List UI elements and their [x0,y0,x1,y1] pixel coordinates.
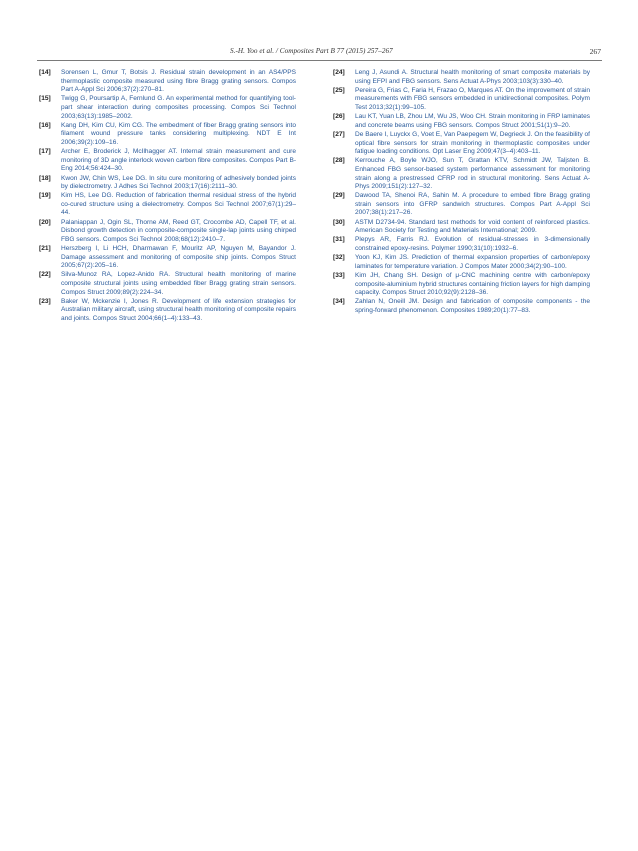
reference-item [333,192,590,218]
reference-number: [24] [333,69,345,76]
reference-item [333,157,590,191]
reference-item [333,113,590,130]
reference-item [39,271,296,297]
reference-number: [30] [333,218,345,226]
reference-link[interactable]: Kang DH, Kim CU, Kim CG. The embedment of fiber Bragg grating sensors into filament wound pressure tanks considering multiplexing. NDT E Int 2006;39(2):109–16. [61,121,296,146]
reference-item [333,236,590,253]
reference-link[interactable]: Kim JH, Chang SH. Design of μ-CNC machining centre with carbon/epoxy composite-aluminium hybrid structures containing friction layers for high damping capacity. Compos Struct 2010;92(9):2128–36. [355,272,590,297]
reference-number: [18] [39,174,51,182]
reference-link[interactable]: Pereira G, Frias C, Faria H, Frazao O, Marques AT. On the improvement of strain measurements with FBG sensors embedded in unidirectional composites. Polym Test 2013;32(1):99–105. [355,86,590,111]
reference-number: [21] [39,245,51,253]
reference-link[interactable]: Leng J, Asundi A. Structural health monitoring of smart composite materials by using EFPI and FBG sensors. Sens Actuat A-Phys 2003;103(3):330–40. [355,69,590,85]
reference-item [39,95,296,121]
reference-number: [14] [39,69,51,76]
reference-number: [27] [333,130,345,138]
reference-item [333,69,590,86]
reference-item [39,175,296,192]
reference-number: [33] [333,272,345,279]
reference-link[interactable]: Twigg G, Poursartip A, Fernlund G. An experimental method for quantifying tool-part shear interaction during composites processing. Compos Sci Technol 2003;63(13):1985–2002. [61,95,296,120]
reference-number: [31] [333,236,345,244]
reference-link[interactable]: Archer E, Broderick J, McIlhagger AT. Internal strain measurement and cure monitoring of 3D angle interlock woven carbon fibre composites. Compos Part B-Eng 2014;56:424–30. [61,148,296,173]
reference-link[interactable]: Palaniappan J, Ogin SL, Thorne AM, Reed GT, Crocombe AD, Capell TF, et al. Disbond growth detection in composite-composite single-lap joints using chirped FBG sensors. Compos Sci Technol 2008;68(12):2410–7. [61,218,296,243]
header-rule [37,60,602,61]
reference-link[interactable]: Kwon JW, Chin WS, Lee DG. In situ cure monitoring of adhesively bonded joints by dielectrometry. J Adhes Sci Technol 2003;17(16):2111–30. [61,174,296,191]
reference-link[interactable]: Kim HS, Lee DG. Reduction of fabrication thermal residual stress of the hybrid co-cured structure using a dielectrometry. Compos Sci Technol 2007;67(1):29–44. [61,192,296,217]
reference-number: [16] [39,121,51,129]
reference-number: [34] [333,298,345,306]
reference-link[interactable]: Baker W, Mckenzie I, Jones R. Development of life extension strategies for Australian military aircraft, using structural health monitoring of composite repairs and joints. Compos Struct 2004;66(1–4):133–43. [61,297,296,322]
reference-link[interactable]: Silva-Munoz RA, Lopez-Anido RA. Structural health monitoring of marine composite structural joints using embedded fiber Bragg grating strain sensors. Compos Struct 2009;89(2):224–34. [61,271,296,296]
references-left-column [39,69,296,324]
reference-item [333,131,590,157]
reference-link[interactable]: Lau KT, Yuan LB, Zhou LM, Wu JS, Woo CH. Strain monitoring in FRP laminates and concrete beams using FBG sensors. Compos Struct 2001;51(1):9–20. [355,113,590,129]
reference-item [333,272,590,298]
reference-item [333,298,590,315]
reference-number: [22] [39,271,51,279]
reference-link[interactable]: De Baere I, Luyckx G, Voet E, Van Paepegem W, Degrieck J. On the feasibility of optical fibre sensors for strain monitoring in thermoplastic composites under fatigue loading conditions. Opt Laser Eng 2009;47(3–4):403–11. [355,130,590,156]
reference-number: [29] [333,192,345,200]
reference-link[interactable]: Plepys AR, Farris RJ. Evolution of residual-stresses in 3-dimensionally constrained epoxy-resins. Polymer 1990;31(10):1932–6. [355,236,590,253]
reference-number: [19] [39,192,51,200]
reference-number: [32] [333,254,345,262]
reference-item [39,245,296,271]
reference-link[interactable]: Sorensen L, Gmur T, Botsis J. Residual strain development in an AS4/PPS thermoplastic composite measured using fibre Bragg grating sensors. Compos Part A-Appl Sci 2006;37(2):270–81. [61,69,296,94]
reference-item [333,87,590,113]
reference-link[interactable]: ASTM D2734-94. Standard test methods for void content of reinforced plastics. American Society for Testing and Materials International; 2009. [355,218,590,235]
reference-item [39,298,296,324]
reference-number: [17] [39,148,51,156]
reference-item [333,254,590,271]
journal-citation: S.-H. Yoo et al. / Composites Part B 77 (2015) 257–267 [230,47,393,55]
reference-link[interactable]: Herszberg I, Li HCH, Dharmawan F, Mouritz AP, Nguyen M, Bayandor J. Damage assessment and monitoring of composite ship joints. Compos Struct 2005;67(2):205–16. [61,245,296,270]
reference-item [39,122,296,148]
running-header [0,47,638,59]
reference-item [39,219,296,245]
references-right-column [333,69,590,316]
reference-item [39,69,296,95]
reference-number: [15] [39,95,51,103]
reference-link[interactable]: Kerrouche A, Boyle WJO, Sun T, Grattan KTV, Schmidt JW, Taljsten B. Enhanced FBG sensor-based system performance assessment for monitoring strain along a prestressed CFRP rod in structural monitoring. Sens Actuat A-Phys 2009;151(2):127–32. [355,157,590,191]
reference-item [39,192,296,218]
reference-number: [28] [333,157,345,165]
reference-item [39,148,296,174]
reference-number: [26] [333,113,345,121]
reference-number: [23] [39,297,51,305]
reference-link[interactable]: Dawood TA, Shenoi RA, Sahin M. A procedure to embed fibre Bragg grating strain sensors into GFRP sandwich structures. Compos Part A-Appl Sci 2007;38(1):217–26. [355,192,590,217]
reference-number: [25] [333,86,345,94]
reference-number: [20] [39,218,51,226]
reference-link[interactable]: Yoon KJ, Kim JS. Prediction of thermal expansion properties of carbon/epoxy laminates for temperature variation. J Compos Mater 2000;34(2):90–100. [355,254,590,270]
reference-item [333,219,590,236]
page-number: 267 [589,47,601,56]
reference-link[interactable]: Zahlan N, Oneill JM. Design and fabrication of composite components - the spring-forward phenomenon. Composites 1989;20(1):77–83. [355,298,590,314]
